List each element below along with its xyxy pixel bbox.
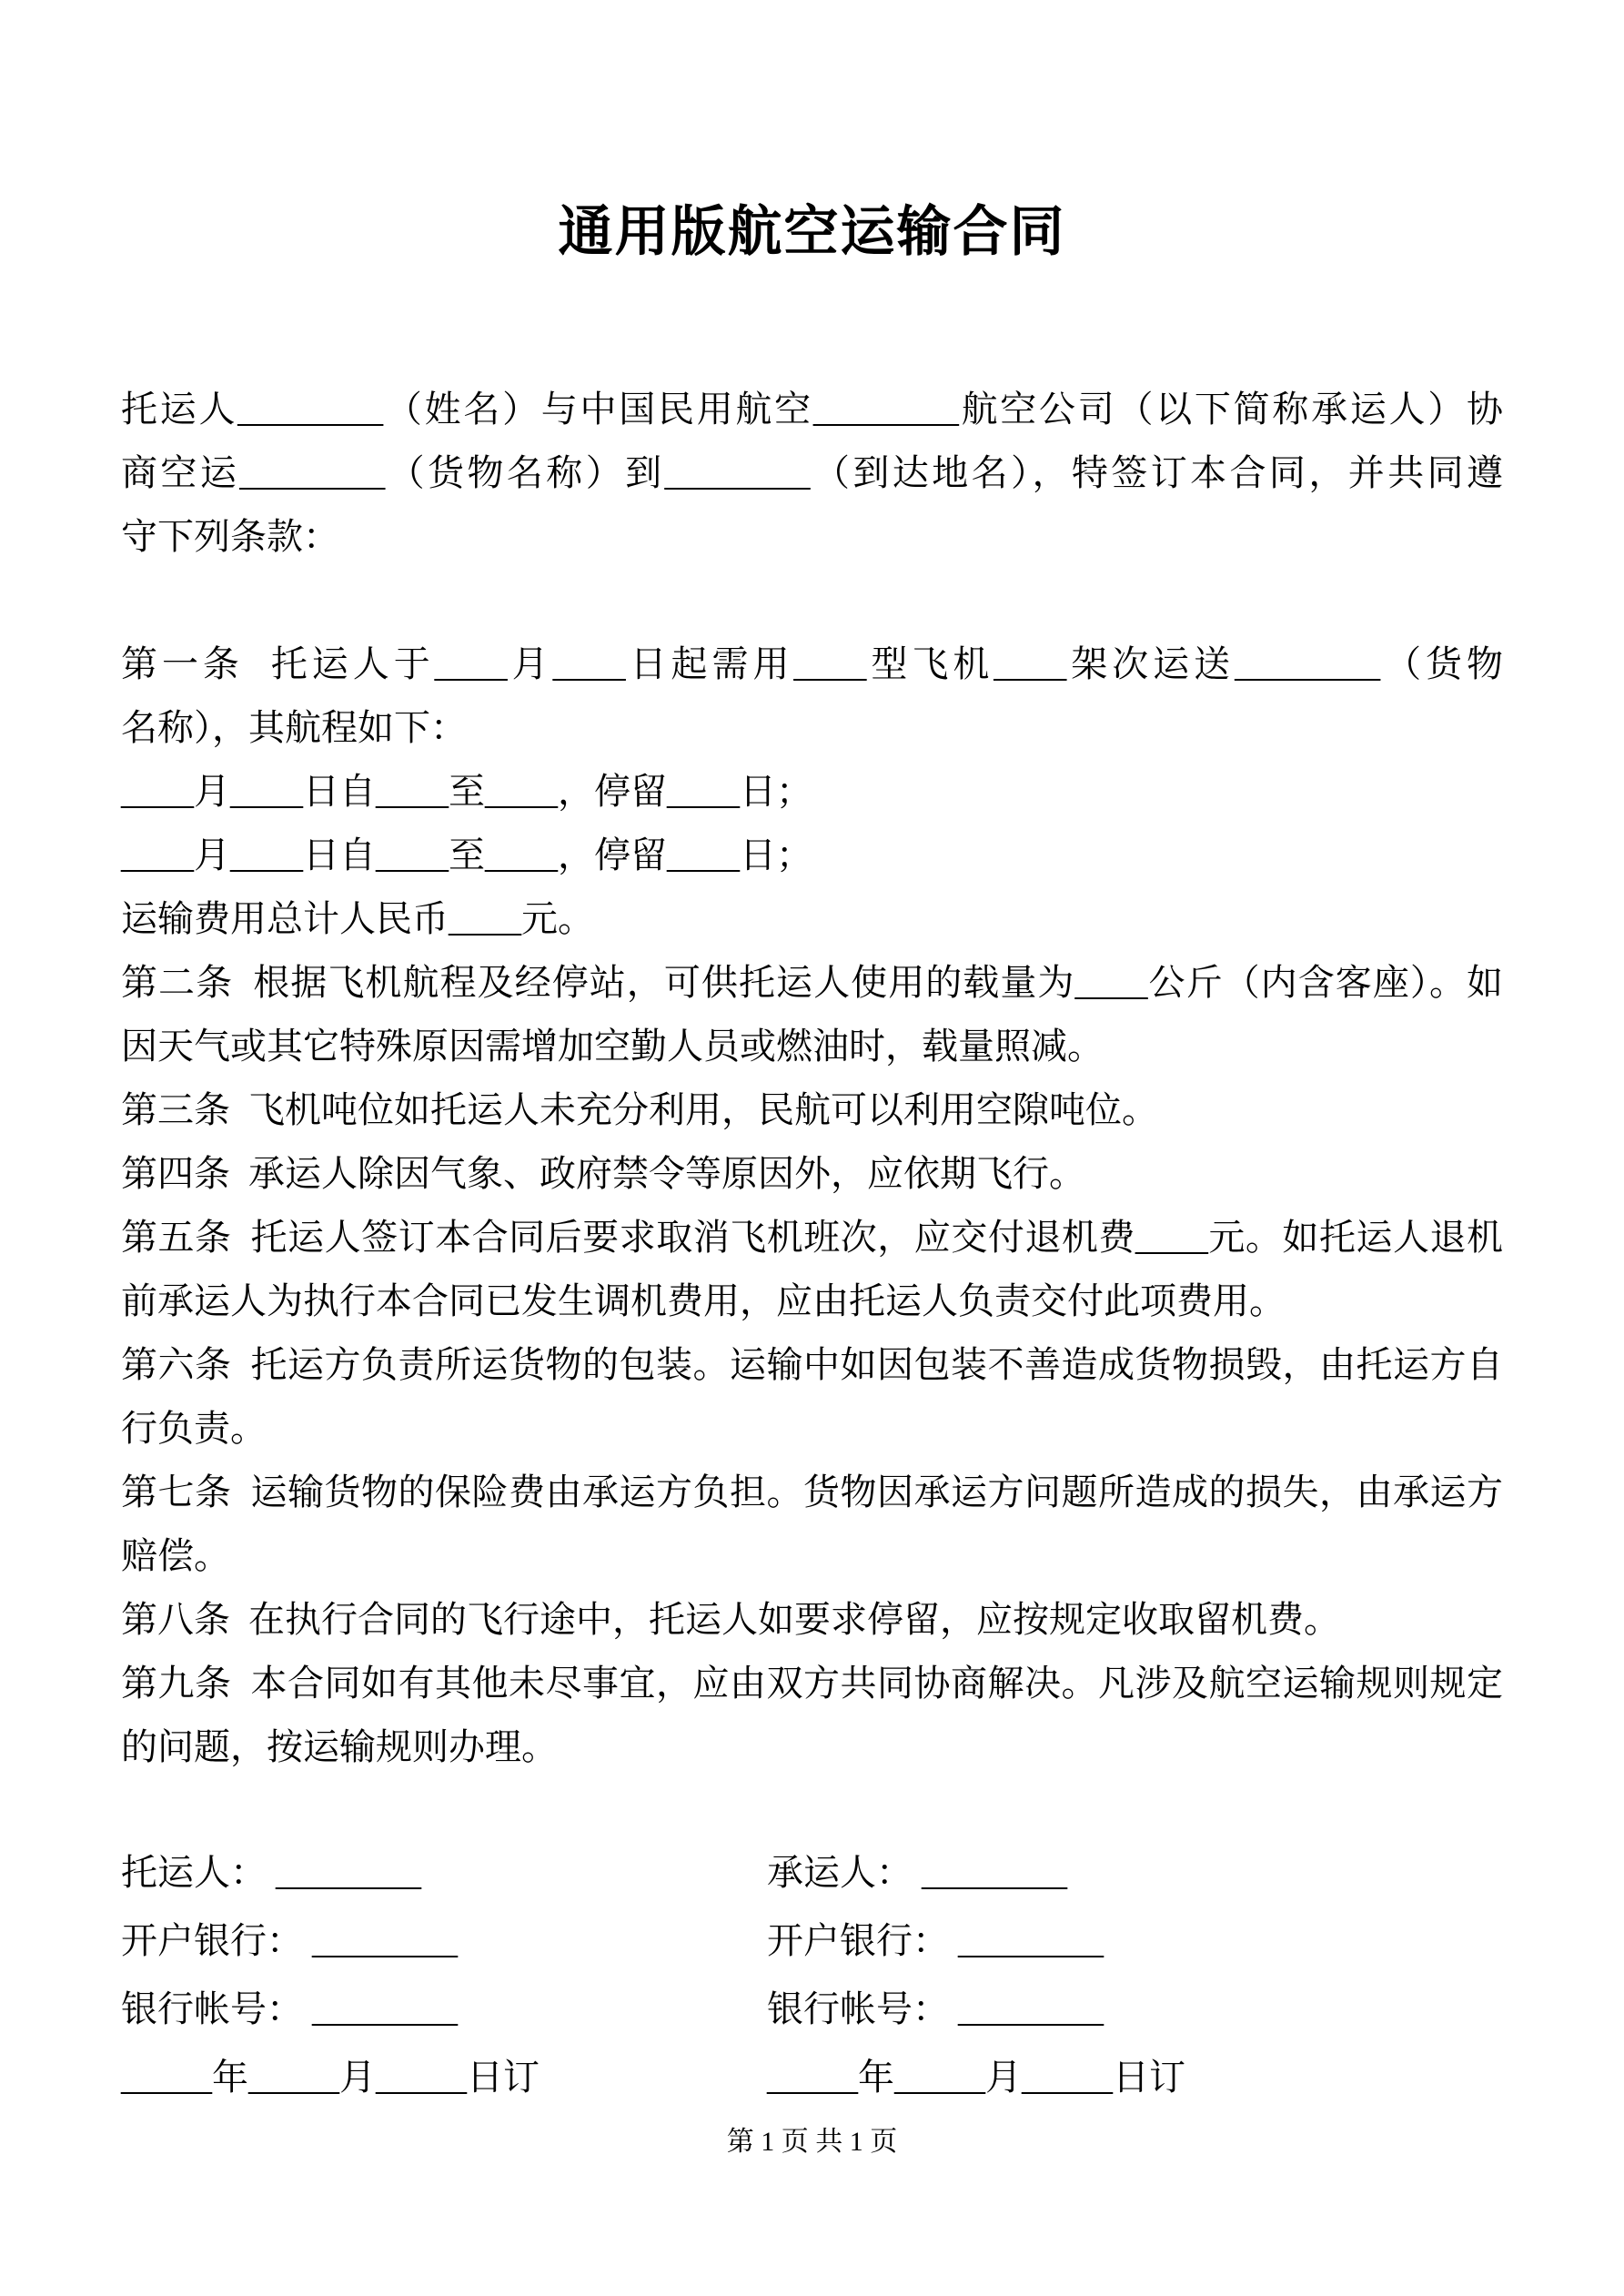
contract-line-article-5: 第五条 托运人签订本合同后要求取消飞机班次，应交付退机费____元。如托运人退机 bbox=[121, 1217, 1503, 1258]
contract-line: 前承运人为执行本合同已发生调机费用，应由托运人负责交付此项费用。 bbox=[121, 1280, 1286, 1321]
shipper-name-line: 托运人： ________ bbox=[121, 1852, 421, 1893]
signature-row bbox=[121, 2043, 1503, 2111]
carrier-name-line: 承运人： ________ bbox=[767, 1852, 1067, 1893]
contract-line-article-4: 第四条 承运人除因气象、政府禁令等原因外，应依期飞行。 bbox=[121, 1153, 1085, 1194]
contract-line: 商空运________（货物名称）到________（到达地名），特签订本合同，并共同遵 bbox=[121, 452, 1503, 493]
contract-line: 的问题，按运输规则办理。 bbox=[121, 1726, 558, 1767]
contract-line-article-6: 第六条 托运方负责所运货物的包装。运输中如因包装不善造成货物损毁，由托运方自 bbox=[121, 1344, 1503, 1385]
signature-row bbox=[121, 1838, 1503, 1907]
contract-line-article-2: 第二条 根据飞机航程及经停站，可供托运人使用的载量为____公斤（内含客座）。如 bbox=[121, 962, 1503, 1003]
contract-line: 托运人________（姓名）与中国民用航空________航空公司（以下简称承运人）协 bbox=[121, 389, 1503, 430]
contract-line: 守下列条款： bbox=[121, 516, 339, 557]
contract-line-article-1: 第一条 托运人于____月____日起需用____型飞机____架次运送________（货物 bbox=[121, 643, 1503, 684]
shipper-date-line: _____年_____月_____日订 bbox=[121, 2057, 540, 2098]
signature-row bbox=[121, 1975, 1503, 2043]
contract-line-route: ____月____日自____至____，停留____日； bbox=[121, 834, 812, 875]
contract-line: 因天气或其它特殊原因需增加空勤人员或燃油时，载量照减。 bbox=[121, 1026, 1104, 1067]
contract-line-route: ____月____日自____至____，停留____日； bbox=[121, 771, 812, 812]
signature-row bbox=[121, 1907, 1503, 1975]
contract-line: 行负责。 bbox=[121, 1408, 267, 1449]
carrier-bank-line: 开户银行： ________ bbox=[767, 1920, 1104, 1961]
contract-line-total-fee: 运输费用总计人民币____元。 bbox=[121, 898, 594, 939]
carrier-date-line: _____年_____月_____日订 bbox=[767, 2057, 1185, 2098]
carrier-account-line: 银行帐号： ________ bbox=[767, 1988, 1104, 2029]
contract-body bbox=[121, 378, 1503, 1779]
contract-line-article-7: 第七条 运输货物的保险费由承运方负担。货物因承运方问题所造成的损失，由承运方 bbox=[121, 1472, 1503, 1512]
document-title: 通用版航空运输合同 bbox=[558, 202, 1066, 262]
contract-line-article-8: 第八条 在执行合同的飞行途中，托运人如要求停留，应按规定收取留机费。 bbox=[121, 1599, 1340, 1640]
contract-line-article-9: 第九条 本合同如有其他未尽事宜，应由双方共同协商解决。凡涉及航空运输规则规定 bbox=[121, 1663, 1503, 1704]
contract-line: 名称），其航程如下： bbox=[121, 707, 467, 748]
page-number: 第 1 页 共 1 页 bbox=[726, 2127, 898, 2157]
signature-section bbox=[121, 1838, 1503, 2111]
shipper-account-line: 银行帐号： ________ bbox=[121, 1988, 458, 2029]
blank-line bbox=[121, 569, 1503, 632]
contract-line: 赔偿。 bbox=[121, 1535, 230, 1576]
contract-line-article-3: 第三条 飞机吨位如托运人未充分利用，民航可以利用空隙吨位。 bbox=[121, 1089, 1158, 1130]
shipper-bank-line: 开户银行： ________ bbox=[121, 1920, 458, 1961]
